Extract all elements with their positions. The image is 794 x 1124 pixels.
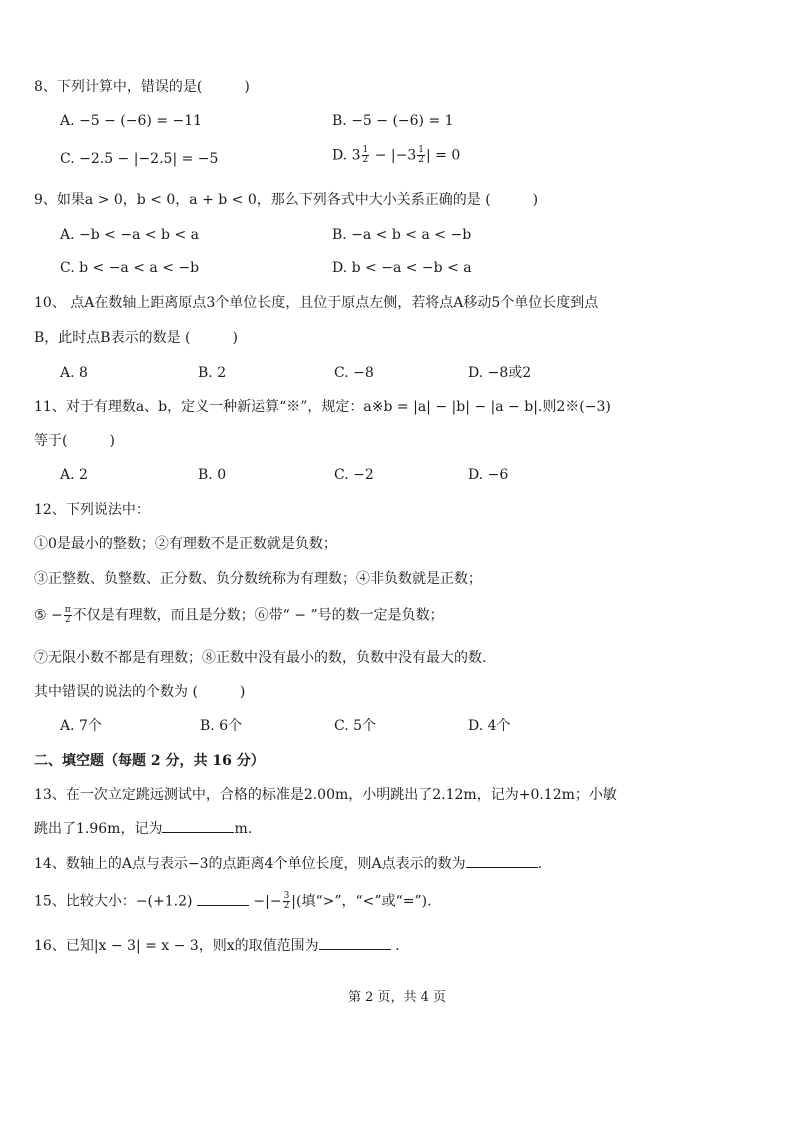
- q8-d-frac-2: [417, 146, 425, 165]
- q8-option-b: B. −5 − (−6) = 1: [332, 113, 454, 129]
- q15-stem: [34, 892, 432, 911]
- q12-s3-pre: ⑤ −: [34, 607, 63, 624]
- q11-stem-line1: 11、对于有理数a、b，定义一种新运算“※”，规定：a※b = |a| − |b| − |a − b|.则2※(−3): [34, 399, 611, 415]
- q10-stem-line2: B，此时点B表示的数是 ( ): [34, 330, 238, 346]
- q11-option-c: C. −2: [334, 467, 374, 483]
- q12-statement-1: ①0是最小的整数；②有理数不是正数就是负数；: [34, 536, 337, 552]
- q12-option-c: C. 5个: [334, 718, 377, 734]
- q15-frac-num: 3: [283, 891, 290, 901]
- q14-answer-blank[interactable]: [466, 855, 538, 868]
- q12-option-b: B. 6个: [200, 718, 243, 734]
- q8-d-frac-2-num: 1: [418, 145, 425, 155]
- q16-answer-blank[interactable]: [319, 937, 391, 950]
- q10-option-a: A. 8: [60, 365, 88, 381]
- q8-d-pre: D. 3: [332, 147, 361, 164]
- q12-s3-frac-num: π: [64, 605, 71, 615]
- q11-option-b: B. 0: [198, 467, 227, 483]
- q15-frac-den: 2: [283, 901, 290, 911]
- q13-answer-blank[interactable]: [162, 820, 234, 833]
- q8-d-frac-1-num: 1: [362, 145, 369, 155]
- q16-stem-post: .: [390, 938, 400, 954]
- q9-option-c: C. b < −a < a < −b: [60, 260, 200, 276]
- q8-stem: 8、下列计算中，错误的是( ): [34, 79, 250, 95]
- q8-option-c: C. −2.5 − |−2.5| = −5: [60, 151, 219, 167]
- q13-stem-line1: 13、在一次立定跳远测试中，合格的标准是2.00m，小明跳出了2.12m，记为+0.12m；小敏: [34, 787, 617, 803]
- q11-stem-line2: 等于( ): [34, 433, 115, 449]
- q15-stem-post: |(填“>”，“<”或“=”).: [291, 893, 432, 910]
- q15-frac: [283, 892, 291, 911]
- q12-s3-frac-den: 2: [64, 615, 71, 625]
- q10-option-b: B. 2: [198, 365, 227, 381]
- q12-option-d: D. 4个: [468, 718, 511, 734]
- q8-option-d: [332, 146, 460, 165]
- q12-statement-4: ⑦无限小数不都是有理数；⑧正数中没有最小的数，负数中没有最大的数.: [34, 650, 487, 666]
- q13-stem-line2: [34, 820, 252, 838]
- q9-option-d: D. b < −a < −b < a: [332, 260, 472, 276]
- q12-stem: 12、下列说法中：: [34, 502, 150, 518]
- q9-stem: 9、如果a > 0，b < 0，a + b < 0，那么下列各式中大小关系正确的是 ( ): [34, 192, 539, 208]
- q12-s3-post: 不仅是有理数，而且是分数；⑥带“ − ”号的数一定是负数；: [72, 607, 444, 624]
- q9-option-b: B. −a < b < a < −b: [332, 227, 472, 243]
- q8-d-frac-1-den: 2: [362, 155, 369, 165]
- page-footer: 第 2 页，共 4 页: [347, 990, 447, 1005]
- q12-statement-2: ③正整数、负整数、正分数、负分数统称为有理数；④非负数就是正数；: [34, 571, 482, 587]
- section-2-heading: 二、填空题（每题 2 分，共 16 分）: [34, 753, 265, 769]
- q12-s3-frac: [64, 606, 72, 625]
- q13-stem-pre: 跳出了1.96m，记为: [34, 821, 163, 837]
- q14-stem: [34, 855, 542, 873]
- q10-option-c: C. −8: [334, 365, 374, 381]
- q11-option-d: D. −6: [468, 467, 509, 483]
- q10-stem-line1: 10、 点A在数轴上距离原点3个单位长度，且位于原点左侧，若将点A移动5个单位长度到点: [34, 295, 599, 311]
- q12-ask: 其中错误的说法的个数为 ( ): [34, 684, 246, 700]
- q15-mid: −|−: [248, 893, 282, 910]
- q13-stem-post: m.: [234, 821, 253, 837]
- q14-stem-post: .: [537, 856, 543, 872]
- q8-option-a: A. −5 − (−6) = −11: [60, 113, 203, 129]
- q12-statement-3: [34, 606, 444, 625]
- q11-option-a: A. 2: [60, 467, 88, 483]
- q10-option-d: D. −8或2: [468, 365, 532, 381]
- q8-d-frac-1: [362, 146, 370, 165]
- q15-stem-pre: 15、比较大小：−(+1.2): [34, 893, 193, 910]
- q15-answer-blank[interactable]: [197, 893, 249, 906]
- q12-option-a: A. 7个: [60, 718, 102, 734]
- q16-stem: [34, 937, 400, 955]
- q8-d-mid: − |−3: [370, 147, 417, 164]
- q14-stem-pre: 14、数轴上的A点与表示−3的点距离4个单位长度，则A点表示的数为: [34, 856, 466, 872]
- q8-d-post: | = 0: [426, 147, 461, 164]
- q16-stem-pre: 16、已知|x − 3| = x − 3，则x的取值范围为: [34, 938, 319, 954]
- q9-option-a: A. −b < −a < b < a: [60, 227, 199, 243]
- q8-d-frac-2-den: 2: [418, 155, 425, 165]
